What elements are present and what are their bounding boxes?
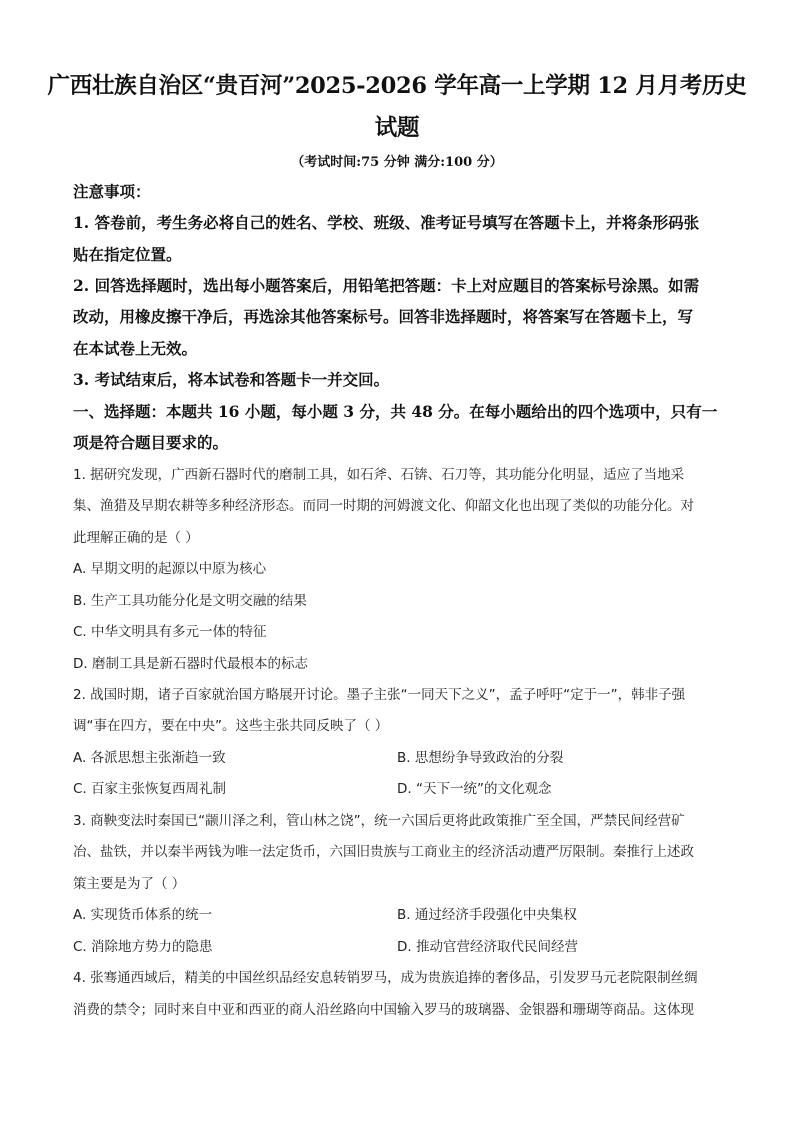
question-1-option-a: A. 早期文明的起源以中原为核心 <box>73 561 267 577</box>
question-3-stem: 策主要是为了（ ） <box>73 876 186 892</box>
question-3-option-d: D. 推动官营经济取代民间经营 <box>397 939 578 955</box>
question-3-option-a: A. 实现货币体系的统一 <box>73 907 213 923</box>
question-3-option-b: B. 通过经济手段强化中央集权 <box>397 907 577 923</box>
question-1-option-d: D. 磨制工具是新石器时代最根本的标志 <box>73 656 308 672</box>
section-heading-line-2: 项是符合题目要求的。 <box>73 433 229 452</box>
exam-title-line-1: 广西壮族自治区“贵百河”2025-2026 学年高一上学期 12 月月考历史 <box>47 73 747 99</box>
question-4-stem: 4. 张骞通西域后，精美的中国丝织品经安息转销罗马，成为贵族追捧的奢侈品，引发罗马元老院限制丝绸 <box>73 970 698 986</box>
question-2-stem: 2. 战国时期，诸子百家就治国方略展开讨论。墨子主张“一同天下之义”，孟子呼吁“定于一”，韩非子强 <box>73 687 686 703</box>
notice-line: 改动，用橡皮擦干净后，再选涂其他答案标号。回答非选择题时，将答案写在答题卡上，写 <box>73 307 694 326</box>
question-2-option-d: D. “天下一统”的文化观念 <box>397 781 552 797</box>
question-1-stem: 集、渔猎及早期农耕等多种经济形态。而同一时期的河姆渡文化、仰韶文化也出现了类似的功能分化。对 <box>73 498 694 514</box>
notice-line: 在本试卷上无效。 <box>73 339 198 358</box>
question-2-option-a: A. 各派思想主张渐趋一致 <box>73 750 226 766</box>
exam-info: （考试时间:75 分钟 满分:100 分） <box>291 155 503 170</box>
question-2-option-c: C. 百家主张恢复西周礼制 <box>73 781 227 797</box>
notice-line: 贴在指定位置。 <box>73 245 182 264</box>
exam-title-line-2: 试题 <box>374 115 420 141</box>
question-4-stem: 消费的禁令；同时来自中亚和西亚的商人沿丝路向中国输入罗马的玻璃器、金银器和珊瑚等商品。这体现 <box>73 1002 694 1018</box>
question-3-stem: 3. 商鞅变法时秦国已“颛川泽之利，管山林之饶”，统一六国后更将此政策推广至全国，严禁民间经营矿 <box>73 813 685 829</box>
question-1-stem: 1. 据研究发现，广西新石器时代的磨制工具，如石斧、石锛、石刀等，其功能分化明显，适应了当地采 <box>73 467 685 483</box>
question-3-stem: 冶、盐铁，并以秦半两钱为唯一法定货币，六国旧贵族与工商业主的经济活动遭严厉限制。秦推行上述政 <box>73 844 694 860</box>
question-1-stem: 此理解正确的是（ ） <box>73 530 199 546</box>
question-3-option-c: C. 消除地方势力的隐患 <box>73 939 213 955</box>
notice-heading: 注意事项： <box>73 182 151 201</box>
notice-line: 3. 考试结束后，将本试卷和答题卡一并交回。 <box>73 370 390 389</box>
section-heading-line-1: 一、选择题：本题共 16 小题，每小题 3 分，共 48 分。在每小题给出的四个选项中，只有一 <box>73 402 718 421</box>
notice-line: 1. 答卷前，考生务必将自己的姓名、学校、班级、准考证号填写在答题卡上，并将条形码张 <box>73 213 700 232</box>
question-2-stem: 调“事在四方，要在中央”。这些主张共同反映了（ ） <box>73 718 389 734</box>
notice-line: 2. 回答选择题时，选出每小题答案后，用铅笔把答题：卡上对应题目的答案标号涂黑。如需 <box>73 276 700 295</box>
question-2-option-b: B. 思想纷争导致政治的分裂 <box>397 750 564 766</box>
question-1-option-c: C. 中华文明具有多元一体的特征 <box>73 624 267 640</box>
question-1-option-b: B. 生产工具功能分化是文明交融的结果 <box>73 593 307 609</box>
